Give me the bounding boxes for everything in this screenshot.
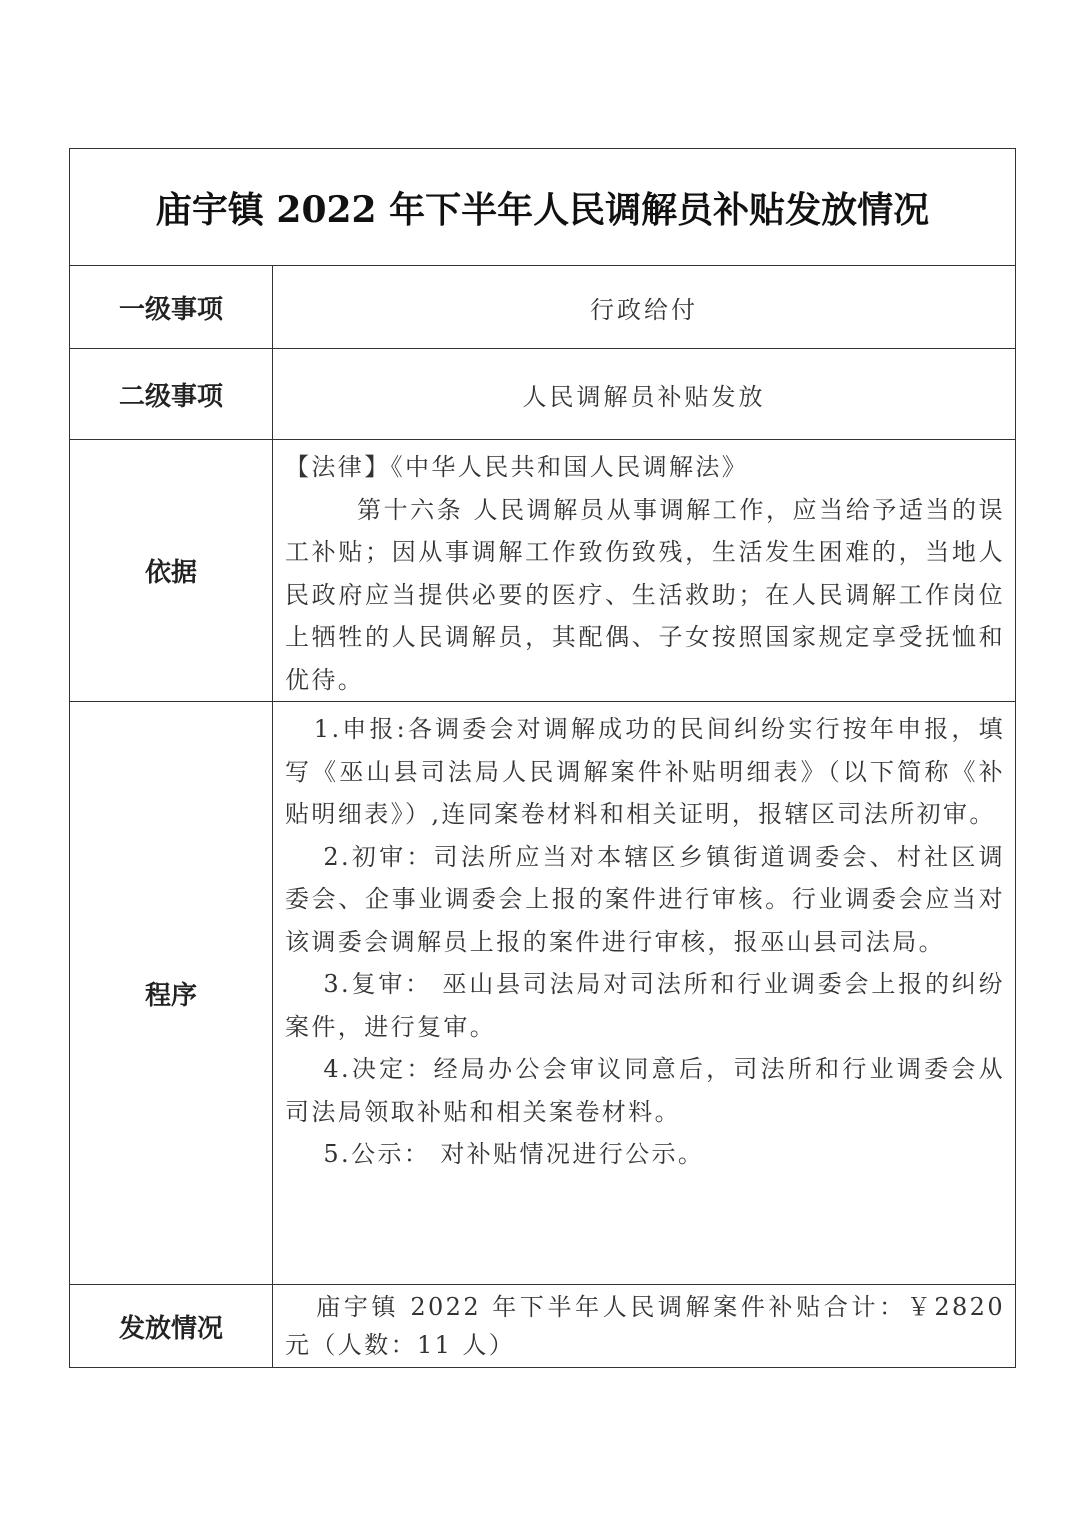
level1-label: 一级事项 — [70, 266, 273, 349]
subsidy-table — [69, 148, 1016, 1368]
procedure-step-5: 5.公示： 对补贴情况进行公示。 — [323, 1140, 705, 1168]
table-row-level1 — [70, 266, 1016, 349]
basis-label: 依据 — [70, 440, 273, 702]
level2-label: 二级事项 — [70, 349, 273, 440]
procedure-label: 程序 — [70, 702, 273, 1285]
table-row-procedure — [70, 702, 1016, 1285]
status-value: 庙宇镇 2022 年下半年人民调解案件补贴合计：￥2820 元（人数：11 人） — [285, 1293, 1006, 1359]
procedure-step-2: 2.初审：司法所应当对本辖区乡镇街道调委会、村社区调委会、企事业调委会上报的案件进行审核。行业调委会应当对该调委会调解员上报的案件进行审核，报巫山县司法局。 — [285, 842, 1006, 956]
table-row-level2 — [70, 349, 1016, 440]
level2-value: 人民调解员补贴发放 — [273, 349, 1016, 440]
status-label: 发放情况 — [70, 1285, 273, 1368]
procedure-step-3: 3.复审： 巫山县司法局对司法所和行业调委会上报的纠纷案件，进行复审。 — [285, 970, 1006, 1041]
procedure-step-4: 4.决定：经局办公会审议同意后，司法所和行业调委会从司法局领取补贴和相关案卷材料。 — [285, 1055, 1006, 1126]
table-row-basis — [70, 440, 1016, 702]
procedure-content — [273, 702, 1016, 1285]
basis-article: 第十六条 人民调解员从事调解工作，应当给予适当的误工补贴；因从事调解工作致伤致残，生活发生困难的，当地人民政府应当提供必要的医疗、生活救助；在人民调解工作岗位上牺牲的人民调解员，其配偶、子女按照国家规定享受抚恤和优待。 — [285, 495, 1006, 694]
status-content — [273, 1285, 1016, 1368]
document-title: 庙宇镇 2022 年下半年人民调解员补贴发放情况 — [70, 149, 1016, 266]
table-row-status — [70, 1285, 1016, 1368]
basis-content — [273, 440, 1016, 702]
procedure-step-1: 1.申报:各调委会对调解成功的民间纠纷实行按年申报，填写《巫山县司法局人民调解案件补贴明细表》（以下简称《补贴明细表》）,连同案卷材料和相关证明，报辖区司法所初审。 — [285, 715, 1006, 828]
basis-law: 【法律】《中华人民共和国人民调解法》 — [285, 453, 749, 481]
level1-value: 行政给付 — [273, 266, 1016, 349]
